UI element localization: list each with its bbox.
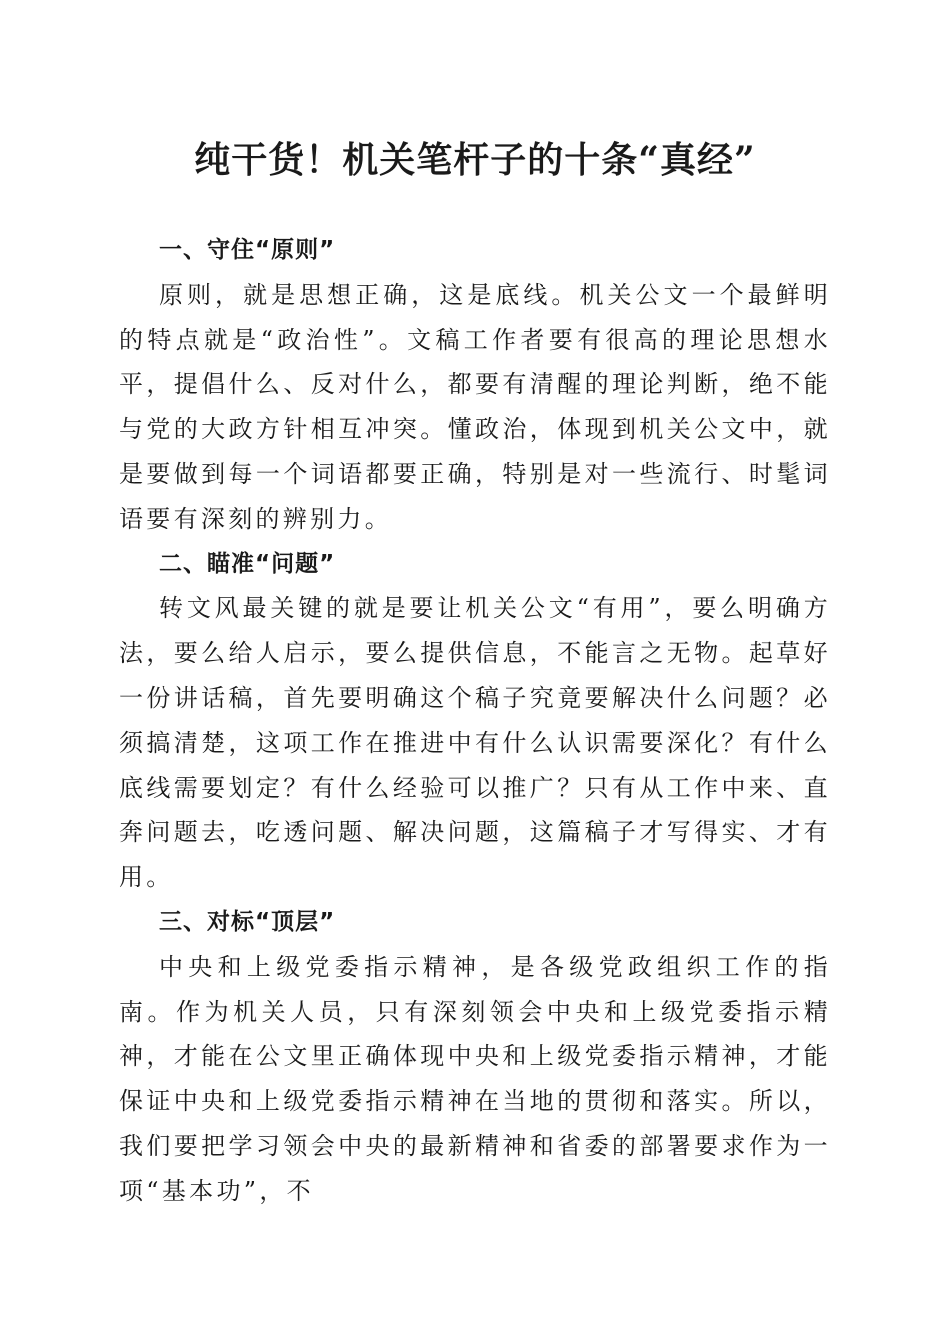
section-paragraph: 转文风最关键的就是要让机关公文“有用”，要么明确方法，要么给人启示，要么提供信息，不能言之无物。起草好一份讲话稿，首先要明确这个稿子究竟要解决什么问题？必须搞清楚，这项工作在推进中有什么认识需要深化？有什么底线需要划定？有什么经验可以推广？只有从工作中来、直奔问题去，吃透问题、解决问题，这篇稿子才写得实、才有用。 — [119, 594, 831, 892]
section-problem — [119, 542, 831, 900]
document-body — [119, 228, 831, 1214]
section-top-level — [119, 900, 831, 1214]
section-heading: 三、对标“顶层” — [159, 908, 336, 935]
section-paragraph: 原则，就是思想正确，这是底线。机关公文一个最鲜明的特点就是“政治性”。文稿工作者要有很高的理论思想水平，提倡什么、反对什么，都要有清醒的理论判断，绝不能与党的大政方针相互冲突。懂政治，体现到机关公文中，就是要做到每一个词语都要正确，特别是对一些流行、时髦词语要有深刻的辨别力。 — [119, 280, 831, 533]
document-title: 纯干货！机关笔杆子的十条“真经” — [194, 139, 756, 181]
section-heading: 一、守住“原则” — [159, 237, 336, 263]
section-heading: 二、瞄准“问题” — [159, 550, 336, 577]
section-principle — [119, 228, 831, 542]
section-paragraph: 中央和上级党委指示精神，是各级党政组织工作的指南。作为机关人员，只有深刻领会中央和上级党委指示精神，才能在公文里正确体现中央和上级党委指示精神，才能保证中央和上级党委指示精神在当地的贯彻和落实。所以，我们要把学习领会中央的最新精神和省委的部署要求作为一项“基本功”，不 — [119, 952, 831, 1205]
